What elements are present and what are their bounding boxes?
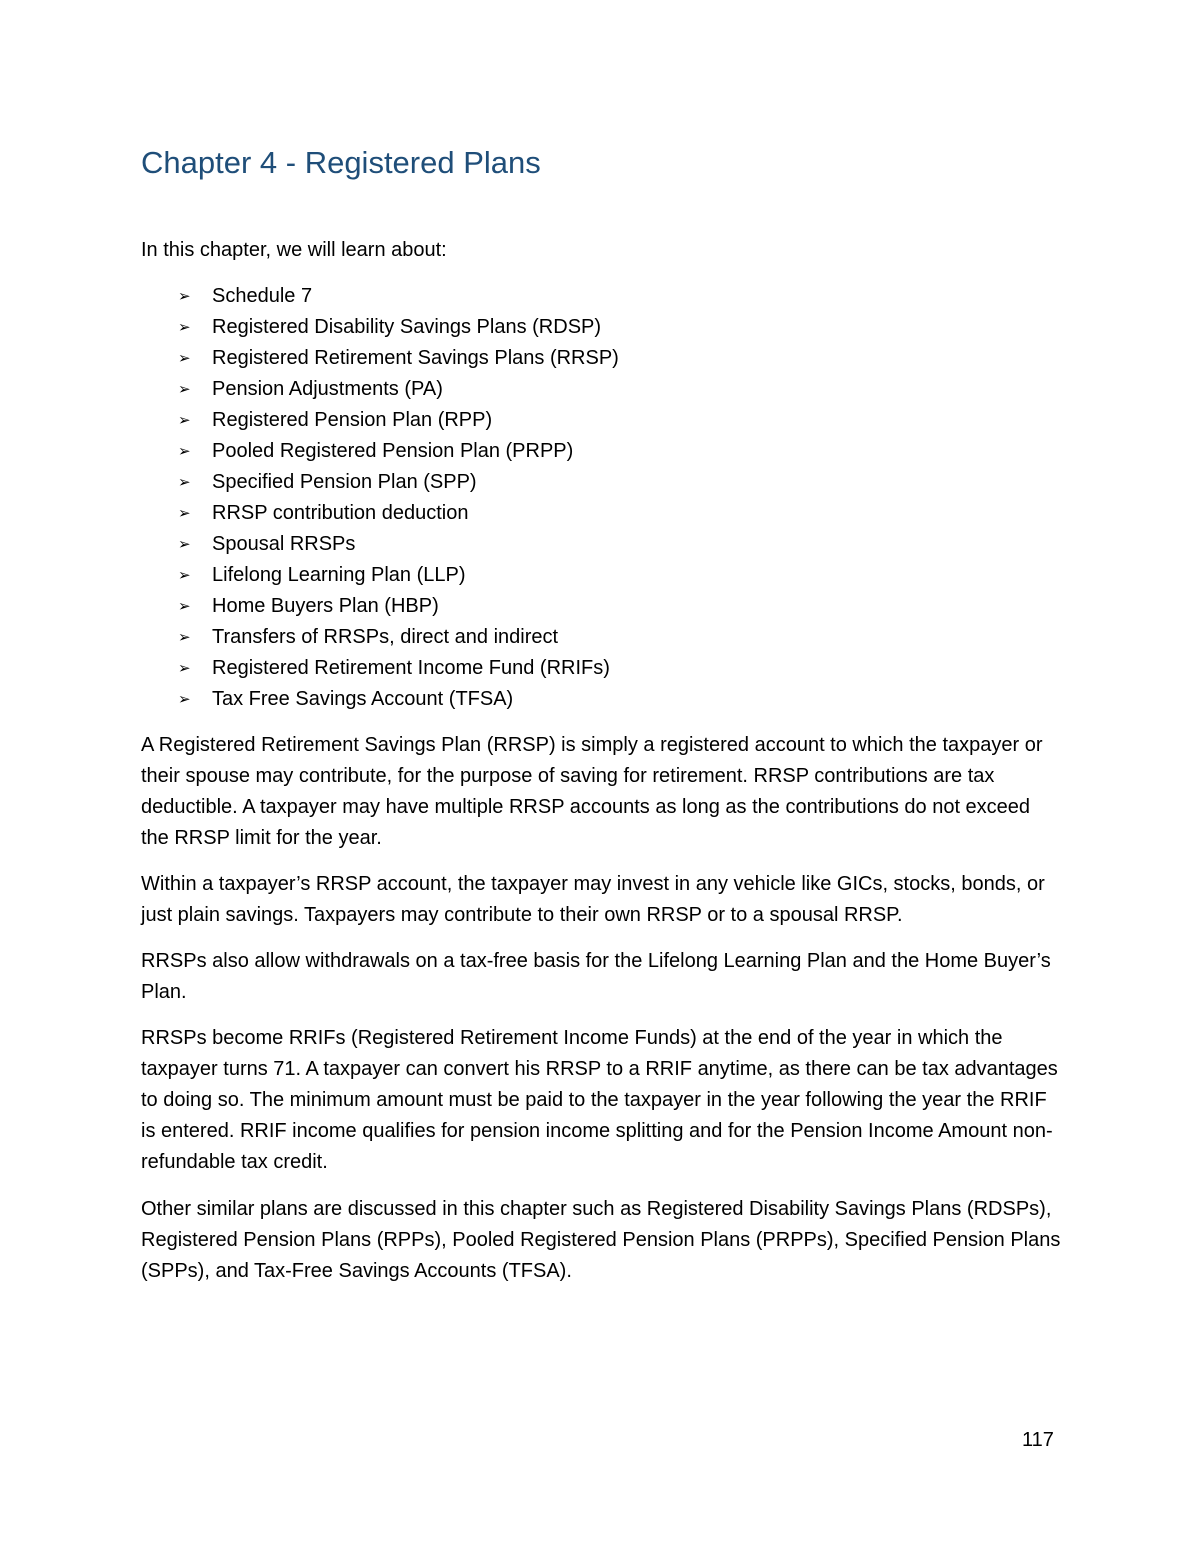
list-item — [178, 312, 619, 343]
chapter-intro: In this chapter, we will learn about: — [141, 239, 447, 261]
topic-list — [178, 281, 619, 715]
paragraph-rrsp-withdrawals: RRSPs also allow withdrawals on a tax-free basis for the Lifelong Learning Plan and the Home Buyer’s Plan. — [141, 950, 1051, 1003]
list-item-text: Spousal RRSPs — [212, 533, 356, 555]
list-item-text: Registered Disability Savings Plans (RDSP) — [212, 316, 602, 338]
list-item — [178, 653, 619, 684]
arrowhead-bullet-icon: ➢ — [178, 287, 191, 305]
arrowhead-bullet-icon: ➢ — [178, 349, 191, 367]
list-item-text: RRSP contribution deduction — [212, 502, 469, 524]
list-item — [178, 343, 619, 374]
list-item — [178, 529, 619, 560]
arrowhead-bullet-icon: ➢ — [178, 659, 191, 677]
list-item — [178, 405, 619, 436]
list-item-text: Transfers of RRSPs, direct and indirect — [212, 626, 559, 648]
arrowhead-bullet-icon: ➢ — [178, 566, 191, 584]
list-item-text: Registered Retirement Income Fund (RRIFs) — [212, 657, 610, 679]
arrowhead-bullet-icon: ➢ — [178, 504, 191, 522]
arrowhead-bullet-icon: ➢ — [178, 318, 191, 336]
list-item — [178, 622, 619, 653]
list-item-text: Specified Pension Plan (SPP) — [212, 471, 477, 493]
arrowhead-bullet-icon: ➢ — [178, 628, 191, 646]
arrowhead-bullet-icon: ➢ — [178, 380, 191, 398]
list-item-text: Pooled Registered Pension Plan (PRPP) — [212, 440, 574, 462]
arrowhead-bullet-icon: ➢ — [178, 442, 191, 460]
list-item-text: Lifelong Learning Plan (LLP) — [212, 564, 466, 586]
list-item — [178, 498, 619, 529]
list-item-text: Registered Pension Plan (RPP) — [212, 409, 493, 431]
paragraph-other-plans: Other similar plans are discussed in this chapter such as Registered Disability Savings Plans (RDSPs), Registered Pension Plans (RPPs), Pooled Registered Pension Plans (PRPPs), Specified Pension Plans (SPPs), and Tax-Free Savings Accounts (TFSA). — [141, 1198, 1061, 1282]
page-number: 117 — [1022, 1429, 1054, 1451]
paragraph-rrsp-definition: A Registered Retirement Savings Plan (RRSP) is simply a registered account to which the taxpayer or their spouse may contribute, for the purpose of saving for retirement. RRSP contributions are tax deductible. A taxpayer may have multiple RRSP accounts as long as the contributions do not exceed the RRSP limit for the year. — [141, 734, 1043, 849]
list-item-text: Registered Retirement Savings Plans (RRSP) — [212, 347, 619, 369]
arrowhead-bullet-icon: ➢ — [178, 535, 191, 553]
list-item — [178, 374, 619, 405]
paragraph-rrsp-investments: Within a taxpayer’s RRSP account, the taxpayer may invest in any vehicle like GICs, stocks, bonds, or just plain savings. Taxpayers may contribute to their own RRSP or to a spousal RRSP. — [141, 873, 1045, 926]
list-item-text: Tax Free Savings Account (TFSA) — [212, 688, 514, 710]
list-item — [178, 467, 619, 498]
arrowhead-bullet-icon: ➢ — [178, 411, 191, 429]
list-item — [178, 281, 619, 312]
arrowhead-bullet-icon: ➢ — [178, 597, 191, 615]
list-item — [178, 560, 619, 591]
list-item — [178, 436, 619, 467]
list-item-text: Pension Adjustments (PA) — [212, 378, 443, 400]
list-item — [178, 684, 619, 715]
arrowhead-bullet-icon: ➢ — [178, 473, 191, 491]
list-item — [178, 591, 619, 622]
arrowhead-bullet-icon: ➢ — [178, 690, 191, 708]
paragraph-rrif-conversion: RRSPs become RRIFs (Registered Retirement Income Funds) at the end of the year in which the taxpayer turns 71. A taxpayer can convert his RRSP to a RRIF anytime, as there can be tax advantages to doing so. The minimum amount must be paid to the taxpayer in the year following the year the RRIF is entered. RRIF income qualifies for pension income splitting and for the Pension Income Amount non-refundable tax credit. — [141, 1027, 1058, 1173]
chapter-title: Chapter 4 - Registered Plans — [141, 145, 541, 180]
list-item-text: Schedule 7 — [212, 285, 313, 307]
list-item-text: Home Buyers Plan (HBP) — [212, 595, 439, 617]
